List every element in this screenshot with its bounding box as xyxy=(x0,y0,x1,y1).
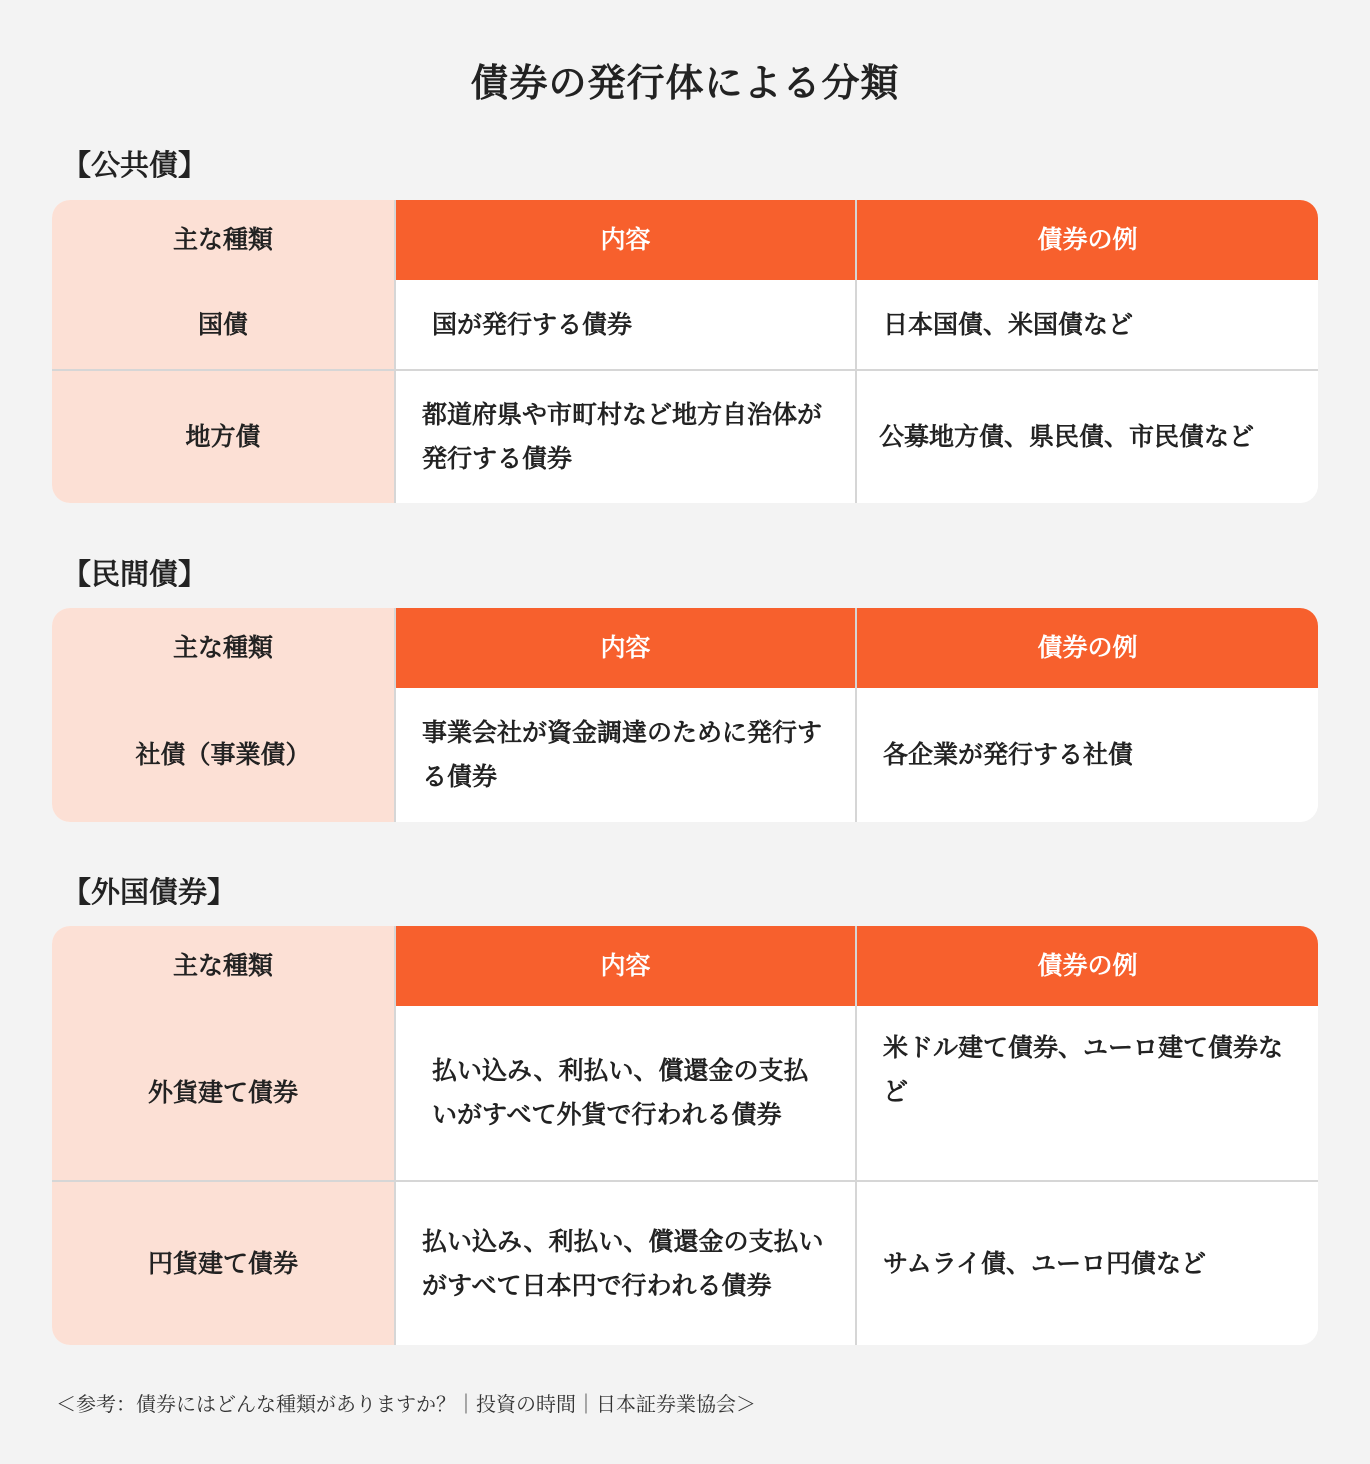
table-row xyxy=(52,688,1318,822)
row-kind: 円貨建て債券 xyxy=(52,1181,395,1345)
row-kind: 地方債 xyxy=(52,370,395,503)
header-kind: 主な種類 xyxy=(52,200,395,280)
row-content: 国が発行する債券 xyxy=(395,280,856,370)
row-content: 払い込み、利払い、償還金の支払いがすべて日本円で行われる債券 xyxy=(395,1181,856,1345)
header-content: 内容 xyxy=(395,608,856,688)
table-foreign-bonds xyxy=(52,926,1318,1345)
table-row xyxy=(52,280,1318,370)
row-content: 事業会社が資金調達のために発行する債券 xyxy=(395,688,856,822)
section-heading-private: 【民間債】 xyxy=(62,557,208,591)
table-row xyxy=(52,1006,1318,1181)
header-content: 内容 xyxy=(395,200,856,280)
header-example: 債券の例 xyxy=(856,926,1318,1006)
page-title: 債券の発行体による分類 xyxy=(470,61,900,105)
table-row xyxy=(52,370,1318,503)
row-kind: 社債（事業債） xyxy=(52,688,395,822)
row-example: 米ドル建て債券、ユーロ建て債券など xyxy=(856,1006,1318,1181)
row-example: サムライ債、ユーロ円債など xyxy=(856,1181,1318,1345)
row-content: 都道府県や市町村など地方自治体が発行する債券 xyxy=(395,370,856,503)
table-row xyxy=(52,1181,1318,1345)
section-heading-foreign: 【外国債券】 xyxy=(62,875,237,909)
header-kind: 主な種類 xyxy=(52,926,395,1006)
row-example: 各企業が発行する社債 xyxy=(856,688,1318,822)
row-example: 公募地方債、県民債、市民債など xyxy=(856,370,1318,503)
row-example: 日本国債、米国債など xyxy=(856,280,1318,370)
row-kind: 外貨建て債券 xyxy=(52,1006,395,1181)
table-public-bonds xyxy=(52,200,1318,503)
row-kind: 国債 xyxy=(52,280,395,370)
header-example: 債券の例 xyxy=(856,200,1318,280)
table-header-row xyxy=(52,608,1318,688)
reference-footnote: ＜参考：債券にはどんな種類がありますか？｜投資の時間｜日本証券業協会＞ xyxy=(56,1392,756,1416)
header-kind: 主な種類 xyxy=(52,608,395,688)
table-private-bonds xyxy=(52,608,1318,822)
row-content: 払い込み、利払い、償還金の支払いがすべて外貨で行われる債券 xyxy=(395,1006,856,1181)
table-header-row xyxy=(52,200,1318,280)
table-header-row xyxy=(52,926,1318,1006)
section-heading-public: 【公共債】 xyxy=(62,148,208,182)
header-example: 債券の例 xyxy=(856,608,1318,688)
header-content: 内容 xyxy=(395,926,856,1006)
